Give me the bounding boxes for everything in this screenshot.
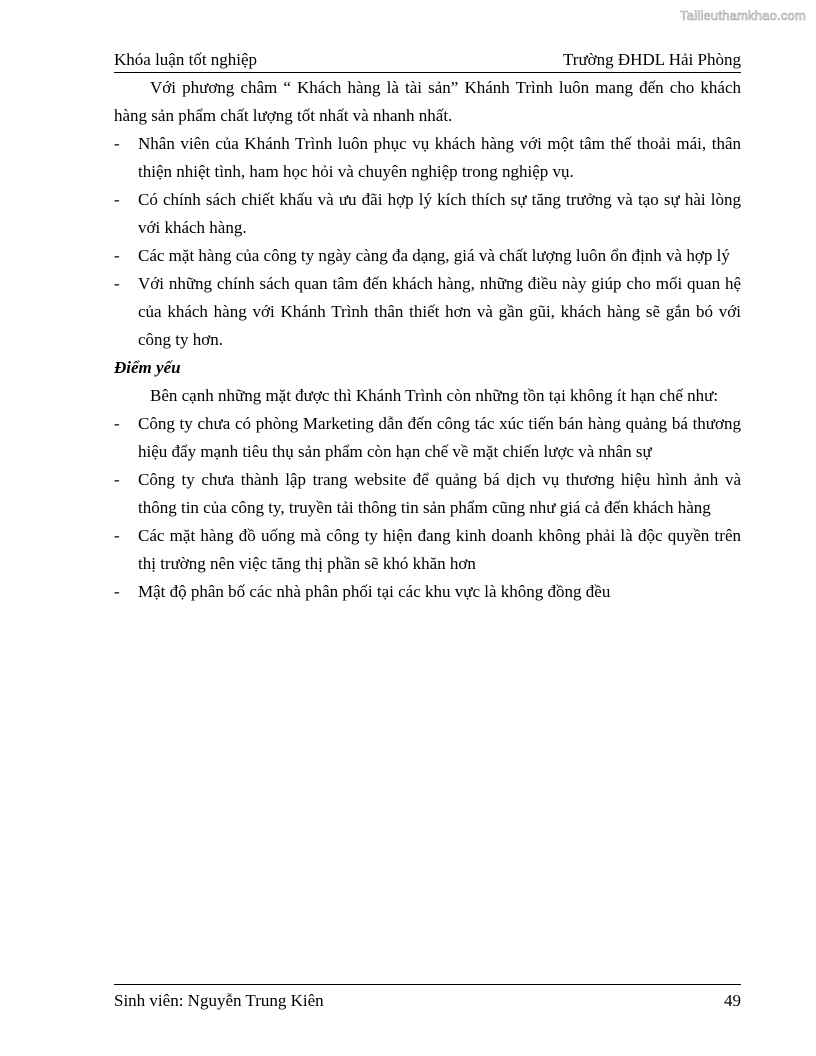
bullet-dash: - [114, 274, 120, 293]
bullet-dash: - [114, 526, 120, 545]
bullet-dash: - [114, 582, 120, 601]
bullet-dash: - [114, 190, 120, 209]
weakness-item [114, 578, 741, 606]
page-content [114, 74, 741, 606]
watermark-text: Tailieuthamkhao.com [680, 8, 806, 23]
bullet-dash: - [114, 134, 120, 153]
bullet-dash: - [114, 246, 120, 265]
page-header [114, 50, 741, 73]
weakness-item-text: Các mặt hàng đồ uống mà công ty hiện đang kinh doanh không phải là độc quyền trên thị trường nên việc tăng thị phần sẽ khó khăn hơn [138, 526, 741, 573]
strength-item-text: Nhân viên của Khánh Trình luôn phục vụ khách hàng với một tâm thế thoải mái, thân thiện nhiệt tình, ham học hỏi và chuyên nghiệp trong nghiệp vụ. [138, 134, 741, 181]
bullet-dash: - [114, 414, 120, 433]
weakness-item [114, 466, 741, 522]
strength-item-text: Các mặt hàng của công ty ngày càng đa dạng, giá và chất lượng luôn ổn định và hợp lý [138, 246, 730, 265]
strength-item [114, 242, 741, 270]
weakness-heading: Điểm yếu [114, 358, 181, 377]
bullet-dash: - [114, 470, 120, 489]
weakness-item [114, 522, 741, 578]
header-thesis-title: Khóa luận tốt nghiệp [114, 50, 258, 69]
weakness-item-text: Công ty chưa thành lập trang website để quảng bá dịch vụ thương hiệu hình ảnh và thông tin của công ty, truyền tải thông tin sản phẩm cũng như giá cả đến khách hàng [138, 470, 741, 517]
strength-item-text: Với những chính sách quan tâm đến khách hàng, những điều này giúp cho mối quan hệ của khách hàng với Khánh Trình thân thiết hơn và gần gũi, khách hàng sẽ gắn bó với công ty hơn. [138, 274, 741, 349]
weakness-item-text: Mật độ phân bố các nhà phân phối tại các khu vực là không đồng đều [138, 582, 611, 601]
weakness-item-text: Công ty chưa có phòng Marketing dẫn đến công tác xúc tiến bán hàng quảng bá thương hiệu đẩy mạnh tiêu thụ sản phẩm còn hạn chế về mặt chiến lược và nhân sự [138, 414, 741, 461]
page-footer [114, 984, 741, 1013]
strength-item [114, 270, 741, 354]
strength-item [114, 186, 741, 242]
weakness-item [114, 410, 741, 466]
footer-student-name: Sinh viên: Nguyễn Trung Kiên [114, 991, 324, 1010]
weakness-intro: Bên cạnh những mặt được thì Khánh Trình còn những tồn tại không ít hạn chế như: [150, 386, 719, 405]
strength-item [114, 130, 741, 186]
header-university: Trường ĐHDL Hải Phòng [563, 50, 741, 69]
intro-paragraph: Với phương châm “ Khách hàng là tài sản” Khánh Trình luôn mang đến cho khách hàng sản phẩm chất lượng tốt nhất và nhanh nhất. [114, 78, 741, 125]
strength-item-text: Có chính sách chiết khấu và ưu đãi hợp lý kích thích sự tăng trưởng và tạo sự hài lòng với khách hàng. [138, 190, 741, 237]
footer-page-number: 49 [724, 991, 741, 1010]
